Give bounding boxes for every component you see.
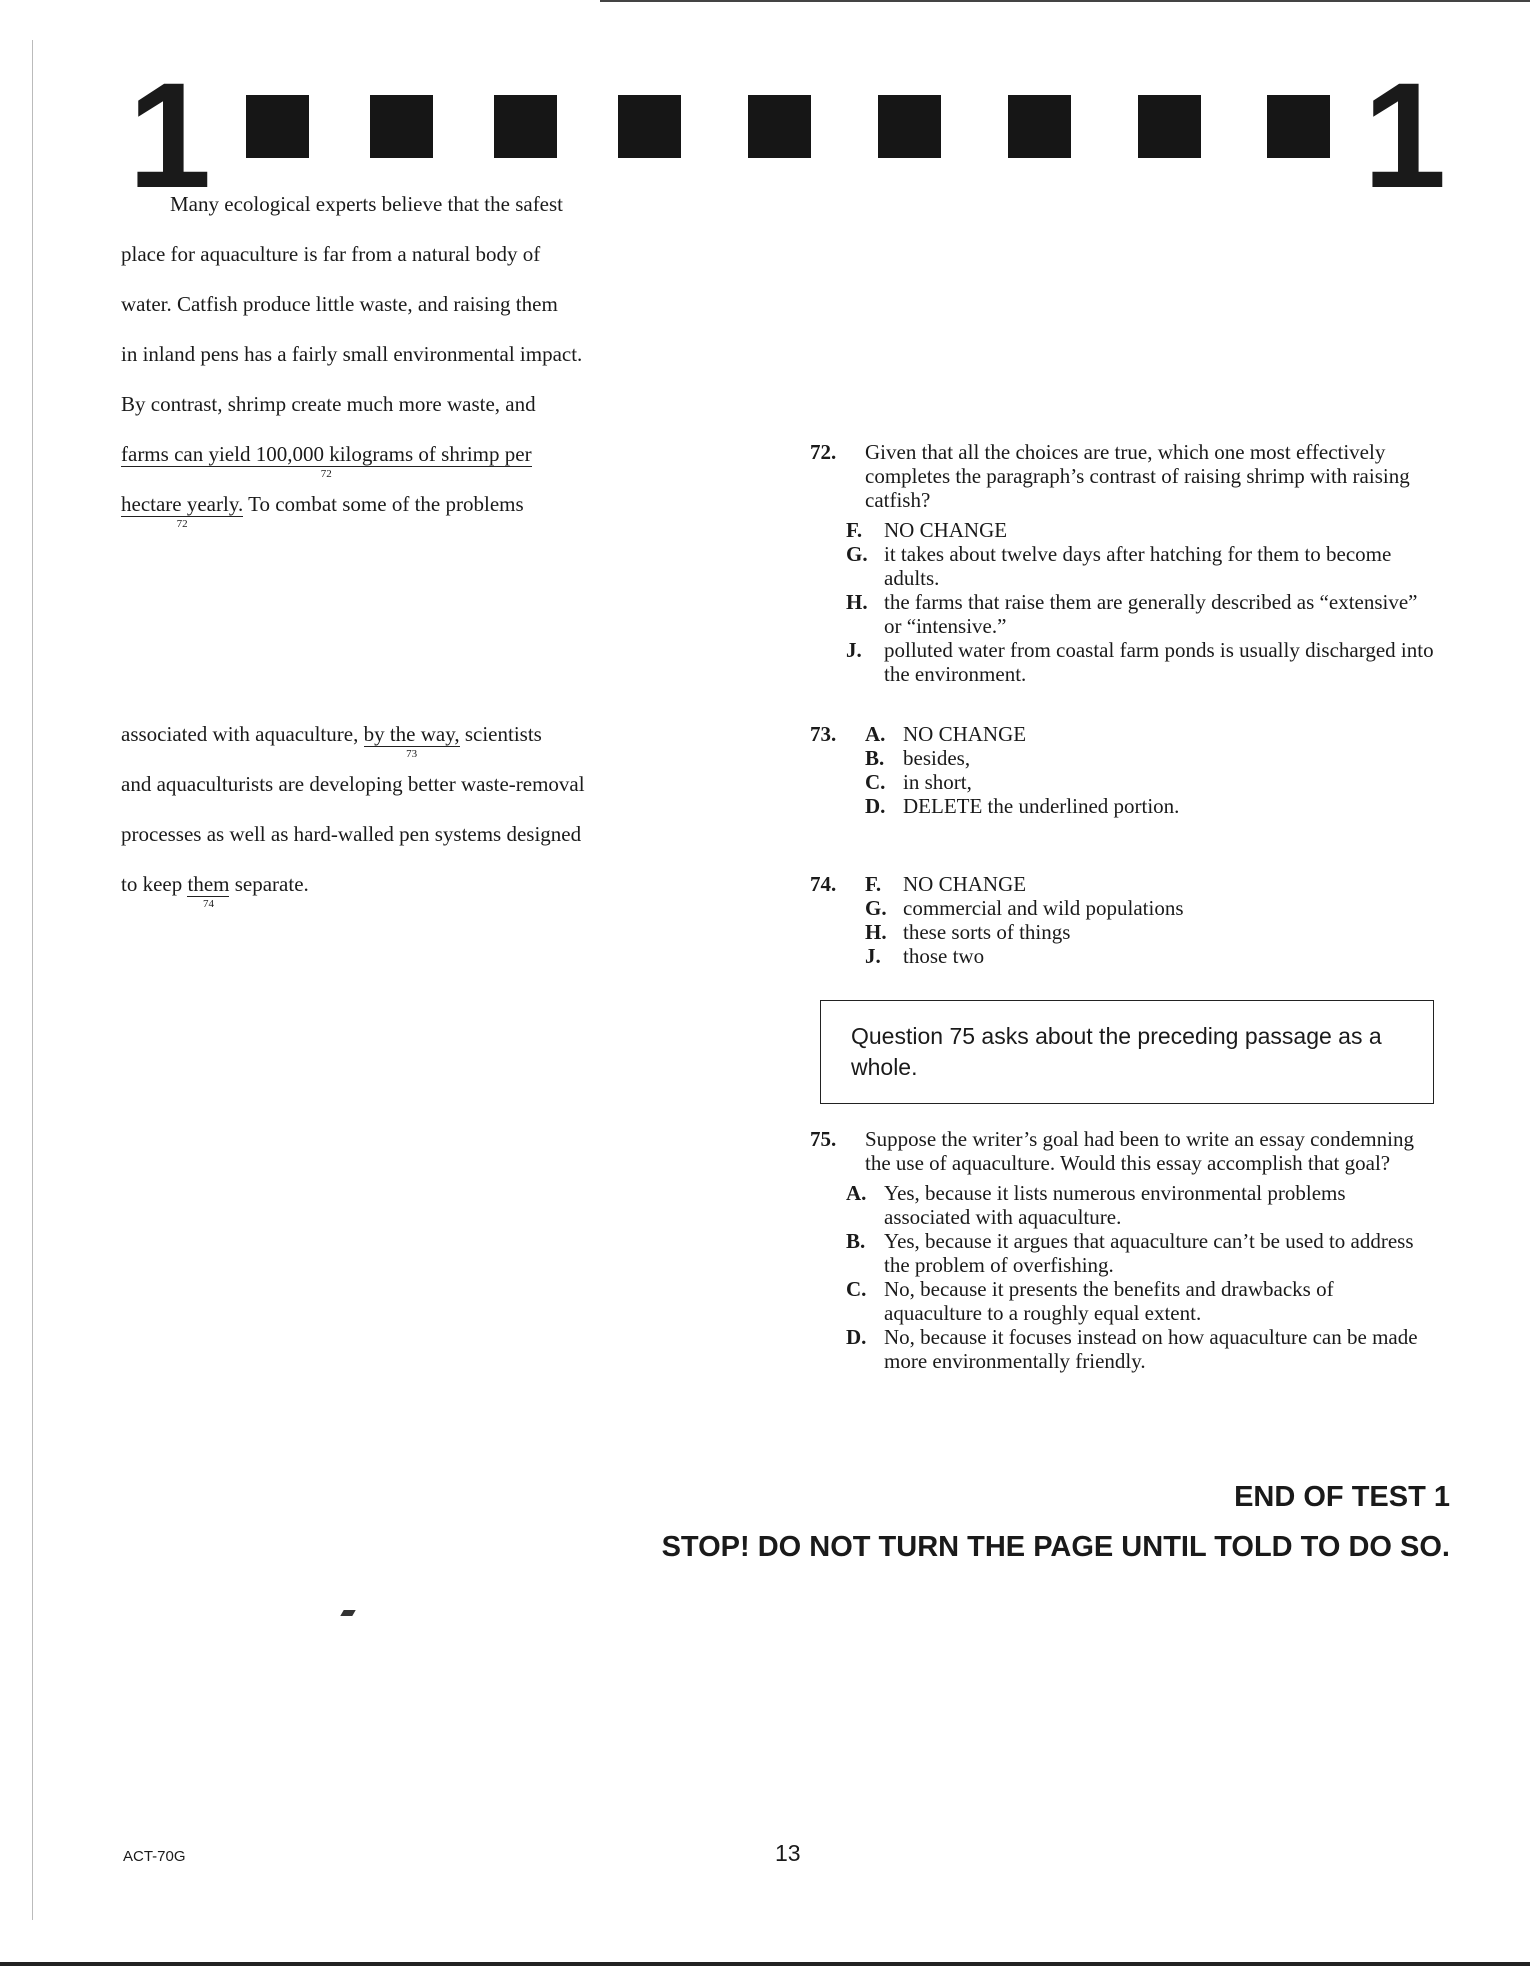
form-code: ACT-70G bbox=[123, 1848, 186, 1865]
option-letter: D. bbox=[846, 1325, 867, 1349]
option-text: polluted water from coastal farm ponds is usually discharged into the environment. bbox=[884, 638, 1434, 686]
passage-line-1: Many ecological experts believe that the safest bbox=[170, 192, 564, 216]
passage-line-6 bbox=[121, 442, 532, 480]
question-75-stem bbox=[810, 1127, 1435, 1175]
underlined-portion-73 bbox=[363, 722, 460, 760]
header-square-3 bbox=[494, 95, 557, 158]
header-square-4 bbox=[618, 95, 681, 158]
header-square-9 bbox=[1267, 95, 1330, 158]
option-text: NO CHANGE bbox=[903, 722, 1027, 746]
question-75-note-box: Question 75 asks about the preceding passage as a whole. bbox=[820, 1000, 1434, 1104]
answer-option-74-f[interactable] bbox=[810, 872, 1435, 896]
option-letter: H. bbox=[846, 590, 868, 614]
option-letter: F. bbox=[865, 872, 882, 896]
question-text: Given that all the choices are true, which one most effectively completes the paragraph’s contrast of raising shrimp with raising catfish? bbox=[865, 440, 1410, 512]
option-text: DELETE the underlined portion. bbox=[903, 794, 1180, 818]
answer-option-73-b[interactable] bbox=[865, 746, 1435, 770]
option-letter: C. bbox=[865, 770, 886, 794]
underlined-text-73: by the way, bbox=[363, 722, 460, 746]
question-73 bbox=[810, 722, 1435, 818]
option-text: commercial and wild populations bbox=[903, 896, 1184, 920]
option-letter: J. bbox=[846, 638, 862, 662]
question-72-stem bbox=[810, 440, 1435, 512]
option-letter: C. bbox=[846, 1277, 867, 1301]
passage-line-3: water. Catfish produce little waste, and raising them bbox=[121, 292, 558, 316]
answer-options-74 bbox=[810, 896, 1435, 968]
question-text: Suppose the writer’s goal had been to write an essay condemning the use of aquaculture. Would this essay accomplish that goal? bbox=[865, 1127, 1414, 1175]
answer-option-73-a[interactable] bbox=[810, 722, 1435, 746]
option-text: the farms that raise them are generally described as “extensive” or “intensive.” bbox=[884, 590, 1418, 638]
passage-line-8 bbox=[121, 722, 542, 760]
option-text: Yes, because it lists numerous environmental problems associated with aquaculture. bbox=[884, 1181, 1346, 1229]
answer-option-74-j[interactable] bbox=[865, 944, 1435, 968]
answer-option-74-g[interactable] bbox=[865, 896, 1435, 920]
header-square-6 bbox=[878, 95, 941, 158]
answer-option-75-b[interactable] bbox=[846, 1229, 1435, 1277]
option-text: NO CHANGE bbox=[903, 872, 1027, 896]
header-square-5 bbox=[748, 95, 811, 158]
answer-option-72-j[interactable] bbox=[846, 638, 1435, 686]
underlined-portion-72 bbox=[121, 442, 532, 480]
left-margin-line bbox=[32, 40, 33, 1920]
answer-option-74-h[interactable] bbox=[865, 920, 1435, 944]
answer-option-75-c[interactable] bbox=[846, 1277, 1435, 1325]
page-number: 13 bbox=[775, 1840, 801, 1866]
section-number-left: 1 bbox=[128, 51, 212, 219]
underlined-portion-74 bbox=[187, 872, 230, 910]
option-text: NO CHANGE bbox=[884, 518, 1008, 542]
option-letter: B. bbox=[846, 1229, 866, 1253]
question-number: 75. bbox=[810, 1127, 837, 1151]
bottom-edge-line bbox=[0, 1962, 1530, 1966]
question-ref-74: 74 bbox=[202, 898, 214, 910]
option-text: those two bbox=[903, 944, 985, 968]
question-74 bbox=[810, 872, 1435, 968]
passage-line-5: By contrast, shrimp create much more waste, and bbox=[121, 392, 536, 416]
option-letter: G. bbox=[846, 542, 868, 566]
answer-option-72-f[interactable] bbox=[846, 518, 1435, 542]
passage-line-9: and aquaculturists are developing better waste-removal bbox=[121, 772, 585, 796]
option-text: No, because it presents the benefits and drawbacks of aquaculture to a roughly equal extent. bbox=[884, 1277, 1334, 1325]
question-72 bbox=[810, 440, 1435, 686]
answer-options-72 bbox=[810, 518, 1435, 686]
option-letter: B. bbox=[865, 746, 885, 770]
answer-options-75 bbox=[810, 1181, 1435, 1373]
passage-text: scientists bbox=[459, 722, 542, 746]
option-letter: F. bbox=[846, 518, 863, 542]
header-square-2 bbox=[370, 95, 433, 158]
answer-option-72-h[interactable] bbox=[846, 590, 1435, 638]
question-number: 74. bbox=[810, 872, 837, 896]
underlined-text-72b: hectare yearly. bbox=[121, 492, 244, 516]
question-ref-73: 73 bbox=[406, 748, 418, 760]
stop-message: STOP! DO NOT TURN THE PAGE UNTIL TOLD TO DO SO. bbox=[661, 1531, 1450, 1563]
option-text: Yes, because it argues that aquaculture can’t be used to address the problem of overfishing. bbox=[884, 1229, 1414, 1277]
question-75 bbox=[810, 1127, 1435, 1373]
passage-line-4: in inland pens has a fairly small environmental impact. bbox=[121, 342, 583, 366]
question-number: 72. bbox=[810, 440, 837, 464]
section-number-right: 1 bbox=[1363, 51, 1447, 219]
option-letter: A. bbox=[846, 1181, 867, 1205]
underlined-portion-72-cont bbox=[121, 492, 244, 530]
answer-option-72-g[interactable] bbox=[846, 542, 1435, 590]
header-square-1 bbox=[246, 95, 309, 158]
passage-text: separate. bbox=[229, 872, 309, 896]
option-text: in short, bbox=[903, 770, 972, 794]
option-text: No, because it focuses instead on how aquaculture can be made more environmentally friendly. bbox=[884, 1325, 1418, 1373]
option-text: besides, bbox=[903, 746, 971, 770]
top-edge-line bbox=[600, 0, 1530, 2]
underlined-text-72a: farms can yield 100,000 kilograms of shrimp per bbox=[121, 442, 532, 466]
header-square-8 bbox=[1138, 95, 1201, 158]
passage-text: associated with aquaculture, bbox=[121, 722, 364, 746]
option-text: these sorts of things bbox=[903, 920, 1071, 944]
end-of-test-heading: END OF TEST 1 bbox=[1234, 1481, 1450, 1513]
passage-line-11 bbox=[121, 872, 309, 910]
scan-mark bbox=[340, 1610, 355, 1616]
passage-text: to keep bbox=[121, 872, 188, 896]
answer-option-73-d[interactable] bbox=[865, 794, 1435, 818]
option-letter: J. bbox=[865, 944, 881, 968]
question-number: 73. bbox=[810, 722, 837, 746]
option-letter: H. bbox=[865, 920, 887, 944]
answer-option-75-d[interactable] bbox=[846, 1325, 1435, 1373]
header-square-7 bbox=[1008, 95, 1071, 158]
option-letter: A. bbox=[865, 722, 886, 746]
option-letter: G. bbox=[865, 896, 887, 920]
underlined-text-74: them bbox=[187, 872, 230, 896]
question-ref-72: 72 bbox=[320, 468, 332, 480]
passage-line-2: place for aquaculture is far from a natural body of bbox=[121, 242, 541, 266]
passage-line-7 bbox=[121, 492, 524, 530]
answer-options-73 bbox=[810, 746, 1435, 818]
passage-text: To combat some of the problems bbox=[243, 492, 524, 516]
answer-option-75-a[interactable] bbox=[846, 1181, 1435, 1229]
option-letter: D. bbox=[865, 794, 886, 818]
question-ref-72-cont: 72 bbox=[176, 518, 188, 530]
option-text: it takes about twelve days after hatching for them to become adults. bbox=[884, 542, 1392, 590]
answer-option-73-c[interactable] bbox=[865, 770, 1435, 794]
passage-line-10: processes as well as hard-walled pen systems designed bbox=[121, 822, 582, 846]
